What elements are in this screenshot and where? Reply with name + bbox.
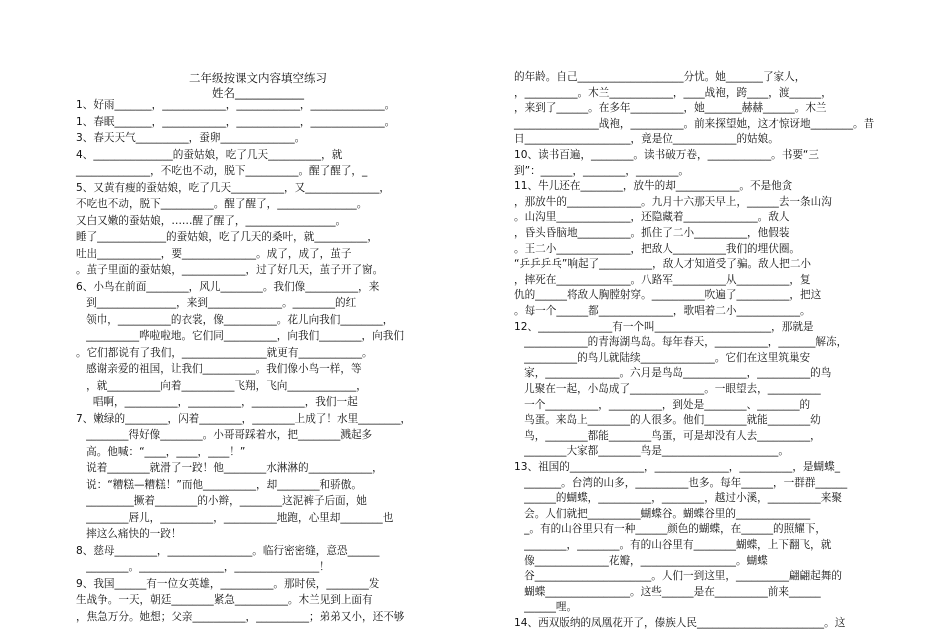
text-line: __________哗啦啦地。它们同__________，向我们________，向我们 <box>76 330 404 342</box>
text-line: ____________的青海湖鸟岛。每年春天，__________，_______解冻， <box>514 336 848 349</box>
text-line: ________________战袍，__________。前来探望她，这才惊讶地________。昔 <box>514 117 875 130</box>
text-line: 领巾，__________的衣裳，像__________。花儿向我们________， <box>76 313 394 326</box>
text-line: 说：“糟糕—糟糕！”而他__________，却________和骄傲。 <box>76 478 362 491</box>
text-line: 10、读书百遍，________。读书破万卷，____________。书要“三 <box>514 149 819 161</box>
text-line: 日____________________，竟是位____________的姑娘。 <box>514 133 779 146</box>
text-line: _。有的山谷里只有一种______颜色的蝴蝶，在______的照耀下， <box>514 523 827 536</box>
text-line: “乒乒乒乓”响起了__________，敌人才知道受了骗。敌人把二小 <box>514 258 812 271</box>
text-line: 会。人们就把__________蝴蝶谷。蝴蝶谷里的______________ <box>514 507 811 520</box>
text-line: 5、又黄有瘦的蚕姑娘，吃了几天__________，又______________， <box>76 181 390 194</box>
text-line: 不吃也不动，脱下__________。醒了醒了，_______________。 <box>76 198 368 210</box>
text-line: 到_______________，来到______________。________的红 <box>76 297 357 309</box>
text-line: 鸟，________都能________鸟蛋，可是却没有人去__________， <box>514 429 821 442</box>
text-line: 8、慈母________，________________。临行密密缝，意恐______ <box>76 544 380 557</box>
text-line: __________的鸟儿就陆续______________。它们在这里筑巢安 <box>514 351 811 364</box>
text-line: 像______________花瓣，__________________。蝴蝶 <box>514 554 768 567</box>
text-line: ________。________________，________________！ <box>76 561 330 573</box>
text-line: ________唇儿，__________，__________地跑，心里却________也 <box>76 511 394 524</box>
text-line: ，就__________向着__________飞翔，飞向_____________， <box>76 379 367 392</box>
text-line: ________得好像________。小哥哥踩着水，把________溅起多 <box>76 429 373 441</box>
text-line: 蝴蝶________________。这些______是在__________前来______ <box>514 585 821 598</box>
text-line: ______________，不吃也不动，脱下__________。醒了醒了，_ <box>76 165 368 177</box>
text-line: ，那放牛的______________。九月十六那天早上，______去一条山沟 <box>514 195 832 208</box>
text-line: ，昏头昏脑地__________。抓住了二小__________，他假装 <box>514 227 790 239</box>
text-line: 仇的______将敌人胸膛射穿。__________吹遍了__________，把这 <box>514 289 822 302</box>
text-line: 又白又嫩的蚕姑娘，……醒了醒了，_________________。 <box>76 214 347 227</box>
text-line: 。每一个______都______________，歌唱着二小____________。 <box>514 305 811 317</box>
text-line: 到”：______，________，________。 <box>514 164 689 177</box>
text-line: ，焦急万分。她想；父亲__________，__________；弟弟又小，还不够 <box>76 610 405 623</box>
text-line: 7、嫩绿的________，闪着________，________上成了！水里________， <box>76 412 412 425</box>
text-line: 感谢亲爱的祖国，让我们__________。我们像小鸟一样，等 <box>76 363 362 375</box>
text-line: 家，______________。六月是鸟岛____________，__________的鸟 <box>514 367 832 380</box>
text-line: 一个__________，__________，到处是________、________的 <box>514 398 811 411</box>
text-line: ，__________。木兰____________，____战袍，跨____，渡______， <box>514 86 832 99</box>
text-line: 3、春天天气__________，蚕卵______________。 <box>76 132 306 144</box>
text-line: ，摔死在______________。八路军__________从__________，复 <box>514 273 811 286</box>
text-line: 生战争。一天，朝廷________紧急__________。木兰见到上面有 <box>76 594 373 606</box>
text-line: ______的蝴蝶，__________，________，越过小溪，__________来聚 <box>514 492 842 505</box>
text-line: 1、春眠_______，____________，____________，______________。 <box>76 115 396 128</box>
text-line: 高。他喊：“____，____，____！” <box>76 445 246 458</box>
text-line: 摔这么痛快的一跤！ <box>76 528 182 540</box>
text-line: 。它们都说有了我们，________________就更有____________。 <box>76 346 373 359</box>
text-line: 13、祖国的______________，______________，__________，是蝴蝶_ <box>514 461 840 473</box>
text-line: 14、西双版纳的凤凰花开了，傣族人民________________________。这 <box>514 617 846 629</box>
text-line: 唱啊，__________，__________，__________，我们一起 <box>76 396 358 408</box>
text-line: ，来到了______。在多年__________，她_______赫赫______。木兰 <box>514 102 827 115</box>
text-line: 的年龄。自己____________________分忧。她_______了家人， <box>514 71 806 83</box>
text-line: 谷______________________。人们一到这里，__________翩翩起舞的 <box>514 570 842 583</box>
text-line: 6、小鸟在前面________，风儿________。我们像__________，来 <box>76 280 380 293</box>
text-line: 。茧子里面的蚕姑娘，____________，过了好几天，茧子开了窗。 <box>76 264 384 276</box>
text-line: 4、_______________的蚕姑娘，吃了几天__________，就 <box>76 148 343 161</box>
text-line: 。王二小______________，把敌人__________我们的埋伏圈。 <box>514 242 801 255</box>
text-line: 吐出____________，要______________。成了，成了，茧子 <box>76 247 352 260</box>
text-line: 说着________就滑了一跤！他________水淋淋的____________， <box>76 462 383 474</box>
text-line: 12、______________有一个叫______________________，那就是 <box>514 320 814 333</box>
worksheet-title: 二年级按课文内容填空练习 <box>189 71 327 85</box>
text-line: ________，________。有的山谷里有________蝴蝶，上下翻飞，就 <box>514 539 832 551</box>
text-line: _________撅着________的小辫，________这泥裤子后面，她 <box>76 495 367 507</box>
text-line: 11、牛儿还在________，放牛的却____________。不是他贪 <box>514 180 793 193</box>
text-line: _______。台湾的山多，__________也多。每年______，一群群______ <box>514 476 848 489</box>
text-line: ________大家都________鸟是______________________。 <box>514 445 789 458</box>
text-line: 儿聚在一起，小岛成了______________。一眼望去，__________ <box>514 383 821 395</box>
text-line: ______哩。 <box>514 601 578 614</box>
name-field-label: 姓名____________ <box>212 86 304 100</box>
text-line: 睡了_____________的蚕姑娘，吃了几天的桑叶，就__________， <box>76 231 378 243</box>
text-line: 。山沟里______________，还隐藏着______________。敌人 <box>514 211 790 224</box>
text-line: 1、好雨_______，____________，____________，______________。 <box>76 99 396 111</box>
text-line: 鸟蛋。来岛上________的人很多。他们________就能________幼 <box>514 414 821 427</box>
text-line: 9、我国______有一位女英雄，__________。那时侯，________发 <box>76 577 380 590</box>
